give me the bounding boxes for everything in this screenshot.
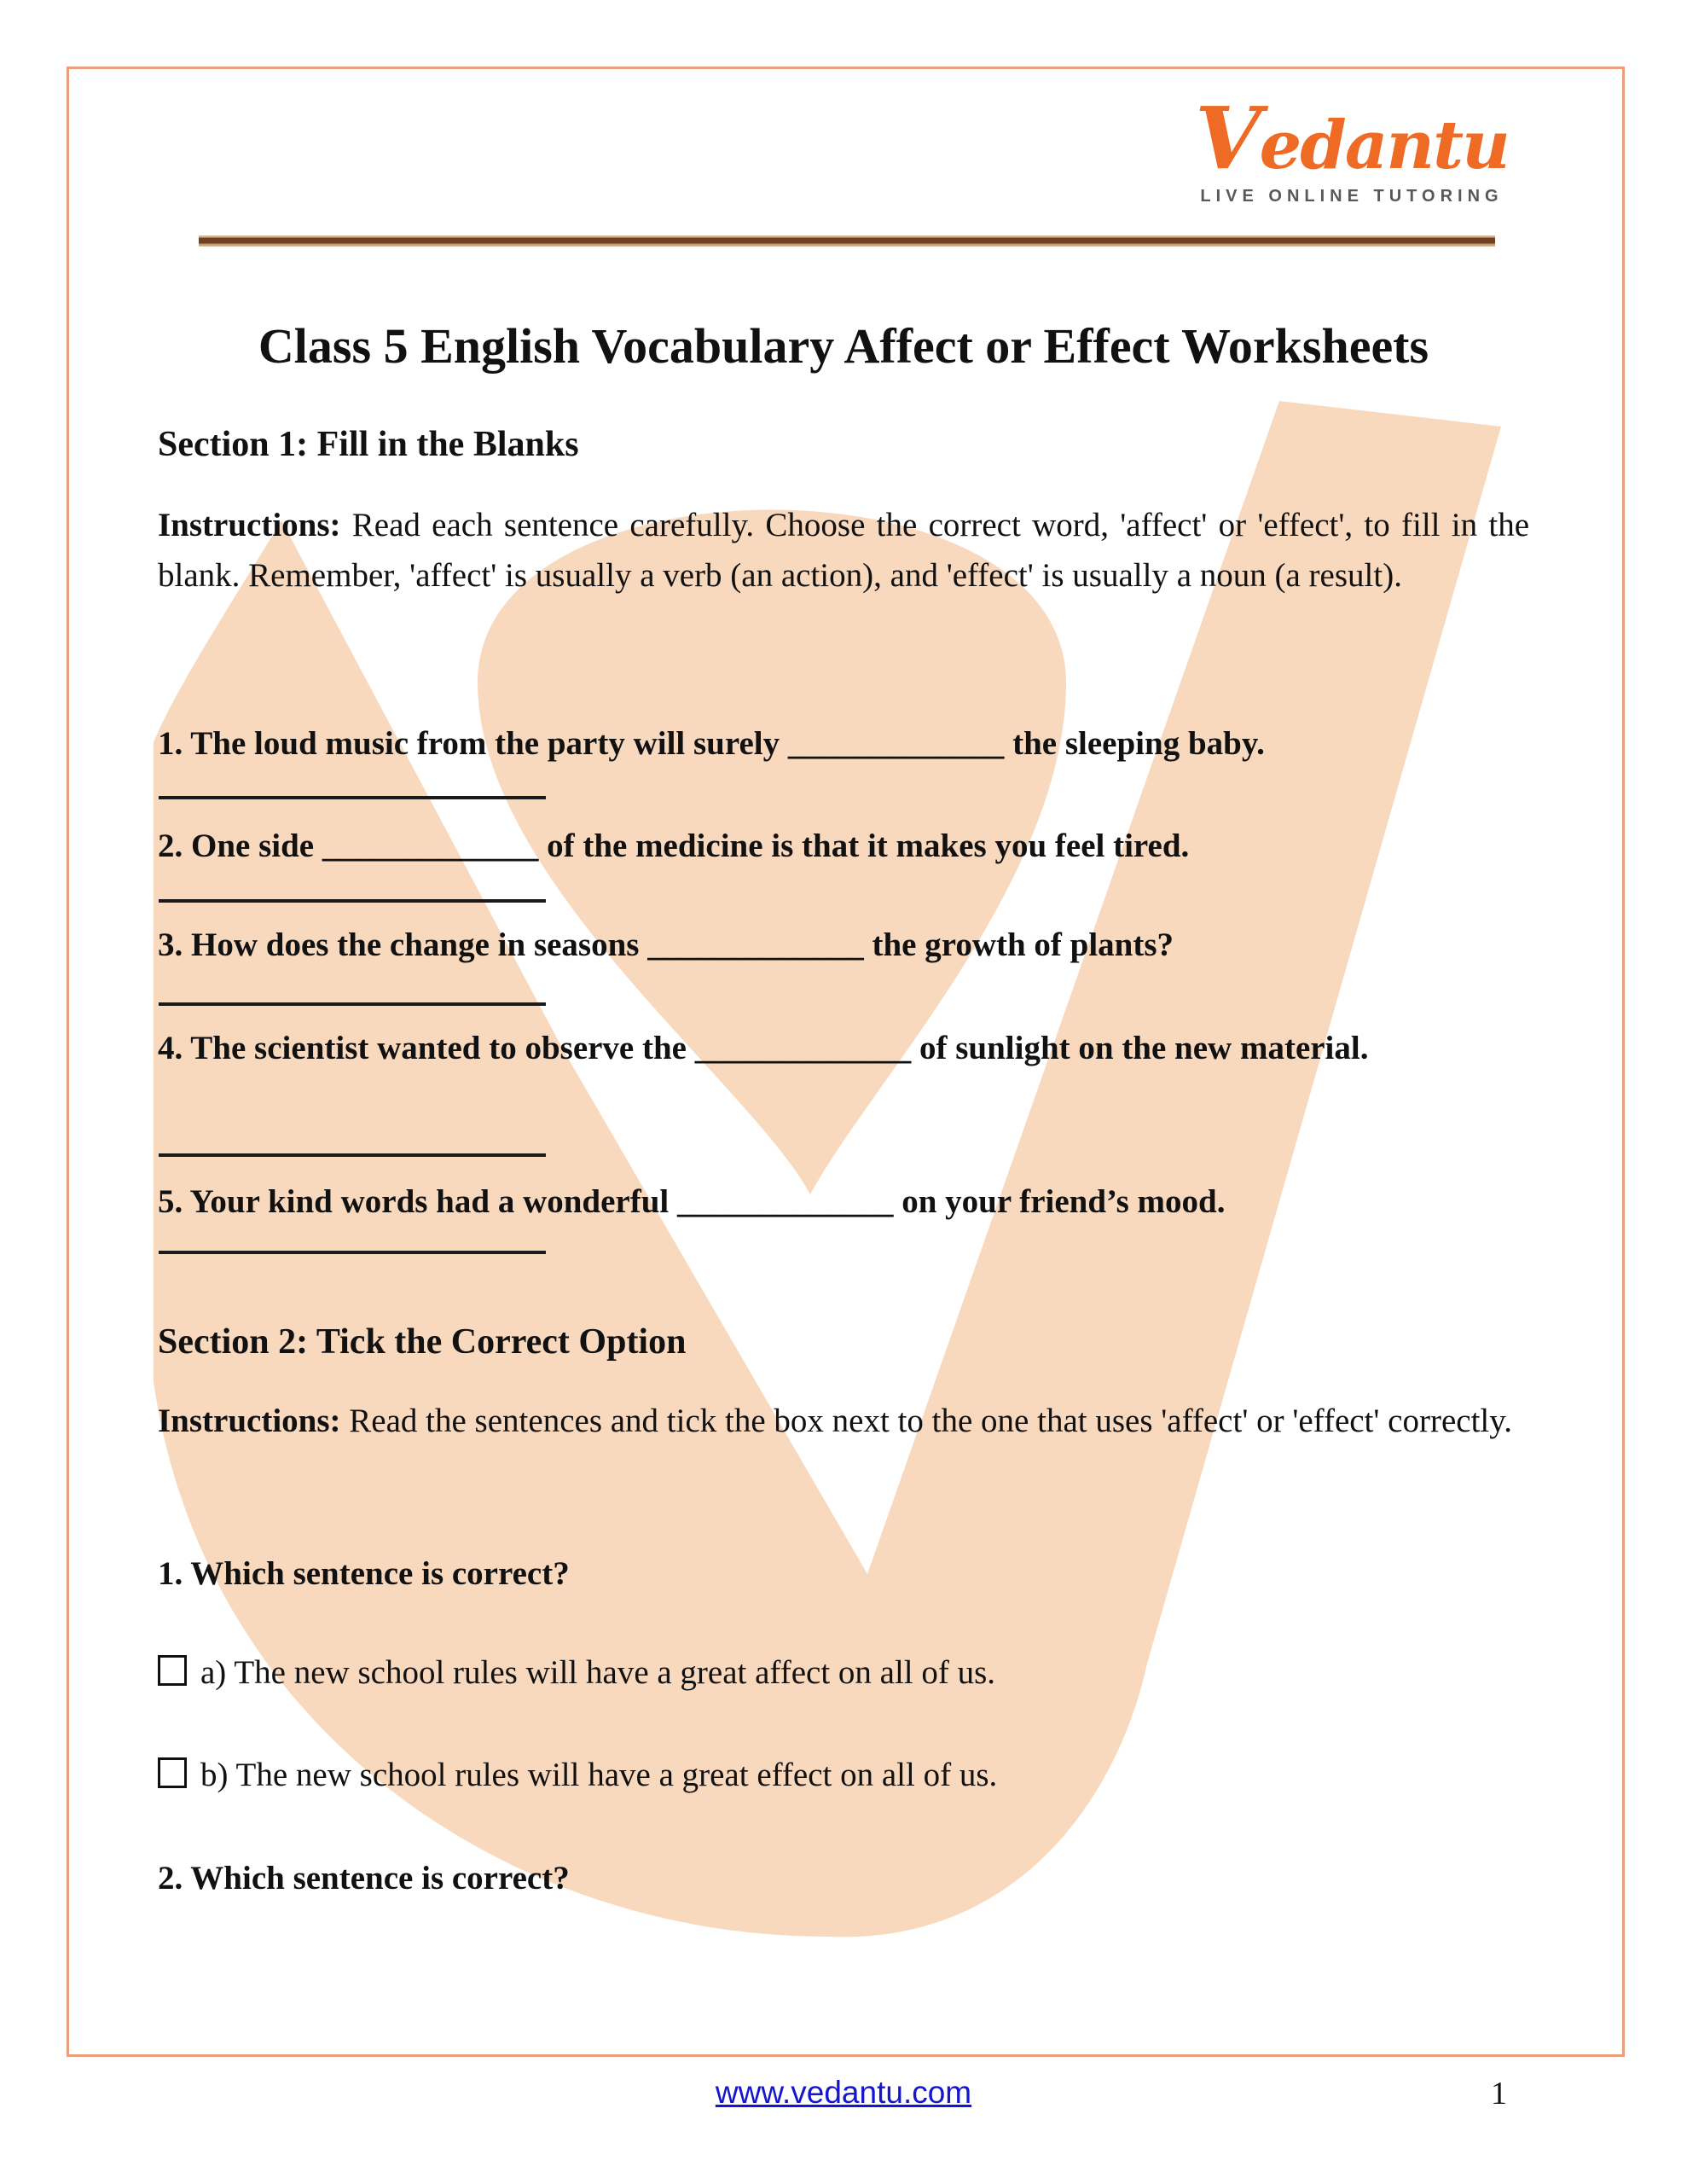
question-1: 1. The loud music from the party will surely _____________ the sleeping baby. — [158, 725, 1265, 762]
question-3: 3. How does the change in seasons _____________ the growth of plants? — [158, 926, 1174, 963]
section2-heading: Section 2: Tick the Correct Option — [158, 1322, 687, 1362]
vedantu-logo-tagline: LIVE ONLINE TUTORING — [1200, 186, 1504, 206]
footer — [0, 2075, 1687, 2111]
instructions-text: Read the sentences and tick the box next to the one that uses 'affect' or 'effect' correctly. — [340, 1403, 1512, 1439]
question-4: 4. The scientist wanted to observe the _____________ of sunlight on the new material. — [158, 1030, 1369, 1066]
section2-question-1-heading: 1. Which sentence is correct? — [158, 1555, 570, 1592]
answer-line-5 — [159, 1251, 546, 1254]
answer-line-2 — [159, 899, 546, 903]
page-title: Class 5 English Vocabulary Affect or Effect Worksheets — [258, 318, 1429, 374]
answer-line-3 — [159, 1002, 546, 1006]
option-b-row — [158, 1754, 1529, 1797]
section1-instructions — [158, 500, 1529, 601]
section2-question-2-heading: 2. Which sentence is correct? — [158, 1860, 570, 1896]
checkbox-option-a[interactable] — [158, 1655, 187, 1686]
section1-heading: Section 1: Fill in the Blanks — [158, 425, 579, 464]
vedantu-logo-text: Vedantu — [1195, 88, 1509, 189]
section2-instructions — [158, 1396, 1529, 1446]
answer-line-4 — [159, 1153, 546, 1157]
instructions-text: Read each sentence carefully. Choose the correct word, 'affect' or 'effect', to fill in the blank. Remember, 'affect' is usually a verb (an action), and 'effect' is usually a noun (a result). — [158, 507, 1529, 594]
page-number: 1 — [1491, 2076, 1507, 2111]
option-b-label: b) The new school rules will have a great effect on all of us. — [200, 1757, 998, 1793]
question-5: 5. Your kind words had a wonderful _____________ on your friend’s mood. — [158, 1183, 1226, 1220]
header-divider-rule — [199, 235, 1495, 247]
question-2: 2. One side _____________ of the medicine is that it makes you feel tired. — [158, 828, 1190, 864]
instructions-label: Instructions: — [158, 507, 341, 543]
instructions-label: Instructions: — [158, 1403, 341, 1439]
checkbox-option-b[interactable] — [158, 1757, 187, 1788]
option-a-label: a) The new school rules will have a great affect on all of us. — [200, 1654, 996, 1691]
vedantu-logo — [1190, 88, 1514, 206]
vedantu-website-link[interactable]: www.vedantu.com — [715, 2075, 972, 2110]
option-a-row — [158, 1652, 1529, 1694]
answer-line-1 — [159, 796, 546, 799]
